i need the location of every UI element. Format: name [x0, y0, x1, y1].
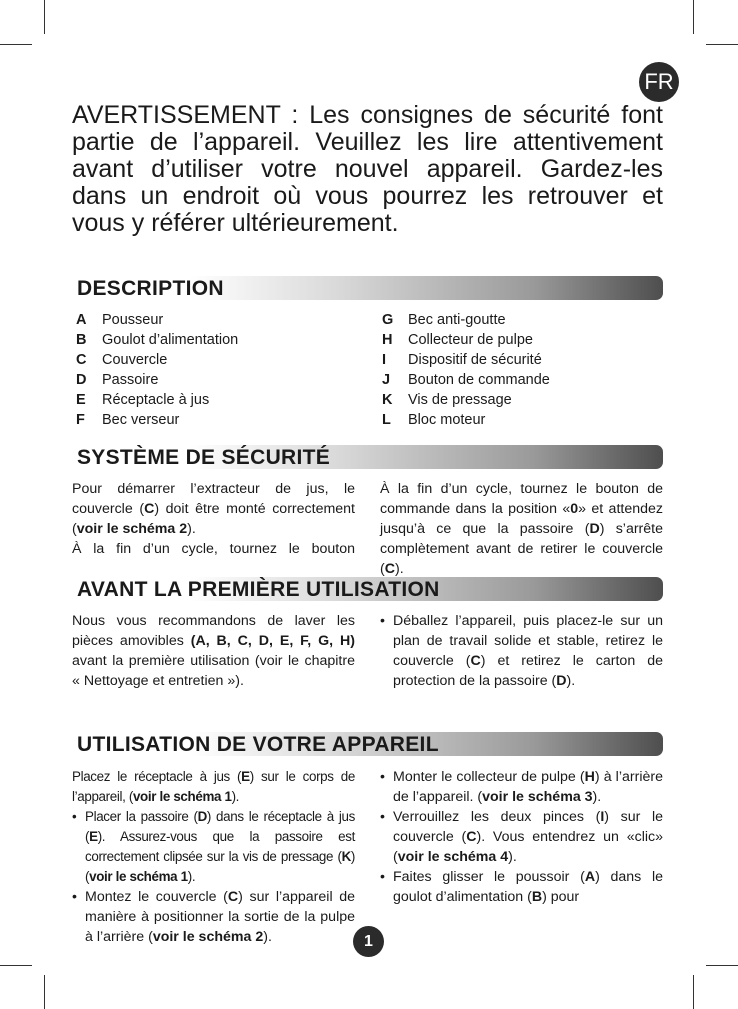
section-title: SYSTÈME DE SÉCURITÉ: [77, 446, 331, 469]
list-item: • Verrouillez les deux pinces (I) sur le couvercle (C). Vous entendrez un «clic» (voir le schéma 4).: [380, 809, 663, 865]
section-header-securite: [72, 445, 663, 469]
crop-mark: [706, 965, 738, 966]
list-item: D Passoire: [76, 372, 159, 388]
crop-mark: [0, 44, 32, 45]
language-badge: FR: [639, 62, 679, 102]
premiere-text-left: [72, 611, 355, 691]
list-item: H Collecteur de pulpe: [382, 332, 533, 348]
list-item: I Dispositif de sécurité: [382, 352, 542, 368]
section-title: AVANT LA PREMIÈRE UTILISATION: [77, 578, 440, 601]
paragraph: Nous vous recommandons de laver les pièces amovibles (A, B, C, D, E, F, G, H) avant la première utilisation (voir le chapitre « Nettoyage et entretien »).: [72, 613, 355, 689]
securite-text-right: [380, 479, 663, 579]
crop-mark: [706, 44, 738, 45]
securite-text-left: [72, 479, 355, 559]
parts-list-left: [76, 310, 238, 430]
premiere-text-right: [380, 611, 663, 691]
list-item: K Vis de pressage: [382, 392, 512, 408]
section-header-description: [72, 276, 663, 300]
paragraph: Placez le réceptacle à jus (E) sur le corps de l’appareil, (voir le schéma 1).: [72, 769, 355, 804]
utilisation-text-right: [380, 767, 663, 907]
list-item: A Pousseur: [76, 312, 164, 328]
crop-mark: [693, 0, 694, 34]
list-item: L Bloc moteur: [382, 412, 486, 428]
safety-warning: AVERTISSEMENT : Les consignes de sécurité font partie de l’appareil. Veuillez les lire attentivement avant d’utiliser votre nouvel appareil. Gardez-les dans un endroit où vous pourrez les retrouver et vous y référer ultérieurement.: [72, 101, 663, 237]
utilisation-text-left: [72, 767, 355, 947]
list-item: B Goulot d’alimentation: [76, 332, 239, 348]
list-item: • Placer la passoire (D) dans le réceptacle à jus (E). Assurez-vous que la passoire est correctement clipsée sur la vis de pressage (K) (voir le schéma 1).: [72, 809, 355, 884]
list-item: C Couvercle: [76, 352, 168, 368]
paragraph: Pour démarrer l’extracteur de jus, le couvercle (C) doit être monté correctement (voir le schéma 2).: [72, 481, 355, 537]
list-item: F Bec verseur: [76, 412, 180, 428]
list-item: • Montez le couvercle (C) sur l’appareil de manière à positionner la sortie de la pulpe à l’arrière (voir le schéma 2).: [72, 889, 356, 945]
crop-mark: [693, 975, 694, 1009]
list-item: G Bec anti-goutte: [382, 312, 506, 328]
crop-mark: [0, 965, 32, 966]
list-item: • Déballez l’appareil, puis placez-le sur un plan de travail solide et stable, retirez le couvercle (C) et retirez le carton de protection de la passoire (D).: [380, 613, 664, 689]
list-item: • Monter le collecteur de pulpe (H) à l’arrière de l’appareil. (voir le schéma 3).: [380, 769, 663, 805]
list-item: E Réceptacle à jus: [76, 392, 210, 408]
paragraph: À la fin d’un cycle, tournez le bouton: [72, 541, 355, 557]
crop-mark: [44, 975, 45, 1009]
list-item: • Faites glisser le poussoir (A) dans le goulot d’alimentation (B) pour: [380, 869, 663, 905]
crop-mark: [44, 0, 45, 34]
parts-list-right: [382, 310, 550, 430]
section-title: DESCRIPTION: [77, 277, 224, 300]
paragraph: À la fin d’un cycle, tournez le bouton de commande dans la position «0» et attendez jusqu’à ce que la passoire (D) s’arrête complètement avant de retirer le couvercle (C).: [380, 481, 664, 577]
section-header-premiere: [72, 577, 663, 601]
page-number: 1: [353, 926, 384, 957]
section-title: UTILISATION DE VOTRE APPAREIL: [77, 733, 439, 756]
section-header-utilisation: [72, 732, 663, 756]
list-item: J Bouton de commande: [382, 372, 550, 388]
